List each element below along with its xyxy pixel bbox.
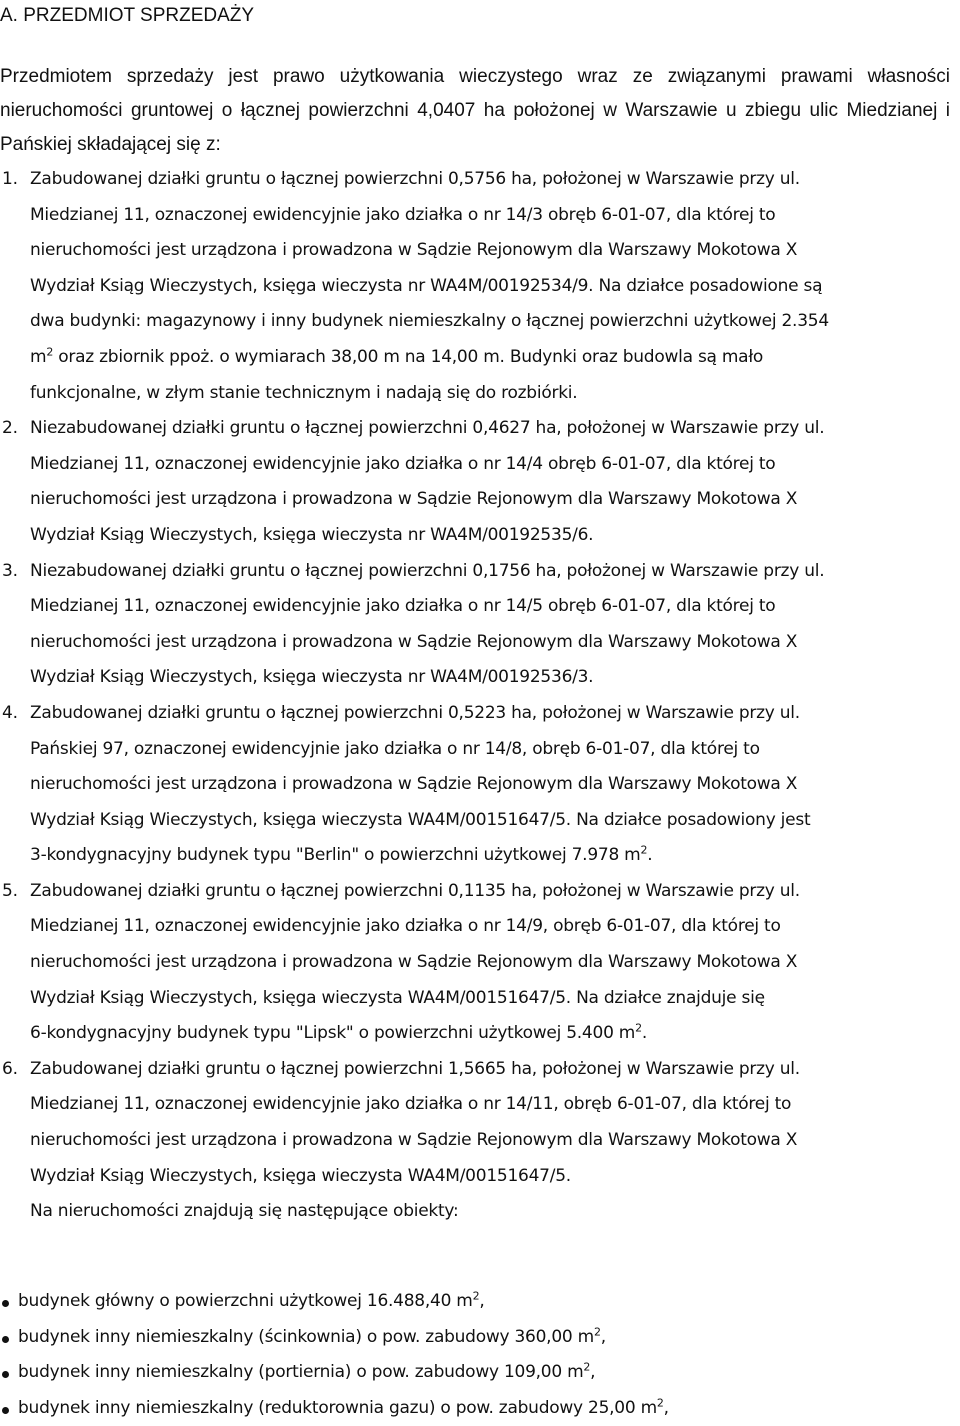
item-line: Miedzianej 11, oznaczonej ewidencyjnie jako działka o nr 14/4 obręb 6-01-07, dla której to [30, 453, 776, 474]
punctuation: , [600, 1326, 606, 1347]
punctuation: , [590, 1362, 596, 1383]
item-line: funkcjonalne, w złym stanie technicznym i nadają się do rozbiórki. [30, 382, 578, 403]
item-line: Na nieruchomości znajdują się następujące obiekty: [30, 1201, 459, 1222]
item-line: Miedzianej 11, oznaczonej ewidencyjnie jako działka o nr 14/3 obręb 6-01-07, dla której to [30, 204, 776, 225]
item-line: Wydział Ksiąg Wieczystych, księga wieczysta WA4M/00151647/5. [30, 1165, 571, 1186]
bullet-text: budynek inny niemieszkalny (portiernia) o pow. zabudowy 109,00 m [18, 1362, 584, 1383]
item-line: Zabudowanej działki gruntu o łącznej powierzchni 1,5665 ha, położonej w Warszawie przy ul. [30, 1058, 800, 1079]
item-line-text: 6-kondygnacyjny budynek typu "Lipsk" o powierzchni użytkowej 5.400 m [30, 1023, 636, 1044]
item-line: dwa budynki: magazynowy i inny budynek niemieszkalny o łącznej powierzchni użytkowej 2.354 [30, 311, 829, 332]
item-line: Wydział Ksiąg Wieczystych, księga wieczysta nr WA4M/00192536/3. [30, 667, 594, 688]
list-item [0, 874, 950, 1052]
item-number: 1. [2, 169, 18, 189]
item-number: 4. [2, 702, 18, 723]
item-line: Wydział Ksiąg Wieczystych, księga wieczysta WA4M/00151647/5. Na działce posadowiony jest [30, 809, 811, 830]
item-line: nieruchomości jest urządzona i prowadzona w Sądzie Rejonowym dla Warszawy Mokotowa X [30, 240, 798, 261]
punctuation: , [479, 1291, 485, 1311]
punctuation: . [641, 1023, 647, 1044]
bullet-dot-icon [2, 1300, 9, 1307]
superscript: 2 [46, 345, 54, 359]
objects-bullet-list [0, 1284, 950, 1426]
item-number: 3. [2, 560, 18, 581]
bullet-dot-icon [2, 1407, 9, 1414]
item-line: Zabudowanej działki gruntu o łącznej powierzchni 0,5223 ha, położonej w Warszawie przy ul. [30, 702, 800, 723]
item-line: Wydział Ksiąg Wieczystych, księga wieczysta nr WA4M/00192535/6. [30, 524, 594, 545]
list-item [0, 162, 950, 411]
bullet-dot-icon [2, 1371, 9, 1378]
superscript: 2 [593, 1324, 601, 1338]
intro-paragraph: Przedmiotem sprzedaży jest prawo użytkowania wieczystego wraz ze związanymi prawami własności nieruchomości gruntowej o łącznej powierzchni 4,0407 ha położonej w Warszawie u zbiegu ulic Miedzianej i Pańskiej składającej się z: [0, 66, 950, 155]
item-number: 2. [2, 418, 18, 439]
list-item [0, 554, 950, 696]
item-line: nieruchomości jest urządzona i prowadzona w Sądzie Rejonowym dla Warszawy Mokotowa X [30, 774, 798, 795]
item-number: 6. [2, 1058, 18, 1079]
bullet-item [0, 1355, 950, 1391]
bullet-text: budynek inny niemieszkalny (reduktorownia gazu) o pow. zabudowy 25,00 m [18, 1397, 657, 1418]
unit-text: m [30, 346, 47, 367]
item-line [30, 838, 950, 874]
item-line: nieruchomości jest urządzona i prowadzona w Sądzie Rejonowym dla Warszawy Mokotowa X [30, 631, 798, 652]
item-line: Pańskiej 97, oznaczonej ewidencyjnie jako działka o nr 14/8, obręb 6-01-07, dla której to [30, 738, 760, 759]
superscript: 2 [640, 843, 648, 857]
list-item [0, 411, 950, 553]
item-line: Miedzianej 11, oznaczonej ewidencyjnie jako działka o nr 14/11, obręb 6-01-07, dla której to [30, 1094, 792, 1115]
item-line [30, 340, 950, 376]
item-line: nieruchomości jest urządzona i prowadzona w Sądzie Rejonowym dla Warszawy Mokotowa X [30, 1130, 798, 1151]
bullet-text: budynek inny niemieszkalny (ścinkownia) o pow. zabudowy 360,00 m [18, 1326, 594, 1347]
item-line: nieruchomości jest urządzona i prowadzona w Sądzie Rejonowym dla Warszawy Mokotowa X [30, 952, 798, 973]
item-line: Niezabudowanej działki gruntu o łącznej powierzchni 0,4627 ha, położonej w Warszawie przy ul. [30, 418, 825, 439]
parcel-list [0, 162, 950, 1230]
bullet-text: budynek główny o powierzchni użytkowej 16.488,40 m [18, 1291, 473, 1311]
bullet-item [0, 1284, 950, 1320]
item-line [30, 1016, 950, 1052]
punctuation: , [663, 1397, 669, 1418]
item-number: 5. [2, 880, 18, 901]
item-line: Zabudowanej działki gruntu o łącznej powierzchni 0,5756 ha, położonej w Warszawie przy ul. [30, 169, 800, 189]
item-line: Niezabudowanej działki gruntu o łącznej powierzchni 0,1756 ha, położonej w Warszawie przy ul. [30, 560, 825, 581]
item-line: Miedzianej 11, oznaczonej ewidencyjnie jako działka o nr 14/9, obręb 6-01-07, dla której to [30, 916, 781, 937]
superscript: 2 [635, 1021, 642, 1035]
bullet-dot-icon [2, 1336, 9, 1343]
superscript: 2 [583, 1360, 591, 1374]
superscript: 2 [472, 1289, 480, 1303]
section-heading: A. PRZEDMIOT SPRZEDAŻY [0, 5, 255, 26]
list-item [0, 696, 950, 874]
item-line: Miedzianej 11, oznaczonej ewidencyjnie jako działka o nr 14/5 obręb 6-01-07, dla której to [30, 596, 776, 617]
list-item [0, 1052, 950, 1230]
item-line: Zabudowanej działki gruntu o łącznej powierzchni 0,1135 ha, położonej w Warszawie przy ul. [30, 880, 800, 901]
item-line: Wydział Ksiąg Wieczystych, księga wieczysta nr WA4M/00192534/9. Na działce posadowione są [30, 275, 823, 296]
superscript: 2 [656, 1396, 664, 1410]
item-line-text: 3-kondygnacyjny budynek typu "Berlin" o powierzchni użytkowej 7.978 m [30, 845, 641, 866]
item-line: Wydział Ksiąg Wieczystych, księga wieczysta WA4M/00151647/5. Na działce znajduje się [30, 987, 765, 1008]
item-line: nieruchomości jest urządzona i prowadzona w Sądzie Rejonowym dla Warszawy Mokotowa X [30, 489, 798, 510]
punctuation: . [647, 845, 653, 866]
item-line-text: oraz zbiornik ppoż. o wymiarach 38,00 m na 14,00 m. Budynki oraz budowla są mało [58, 346, 764, 367]
bullet-item [0, 1320, 950, 1356]
